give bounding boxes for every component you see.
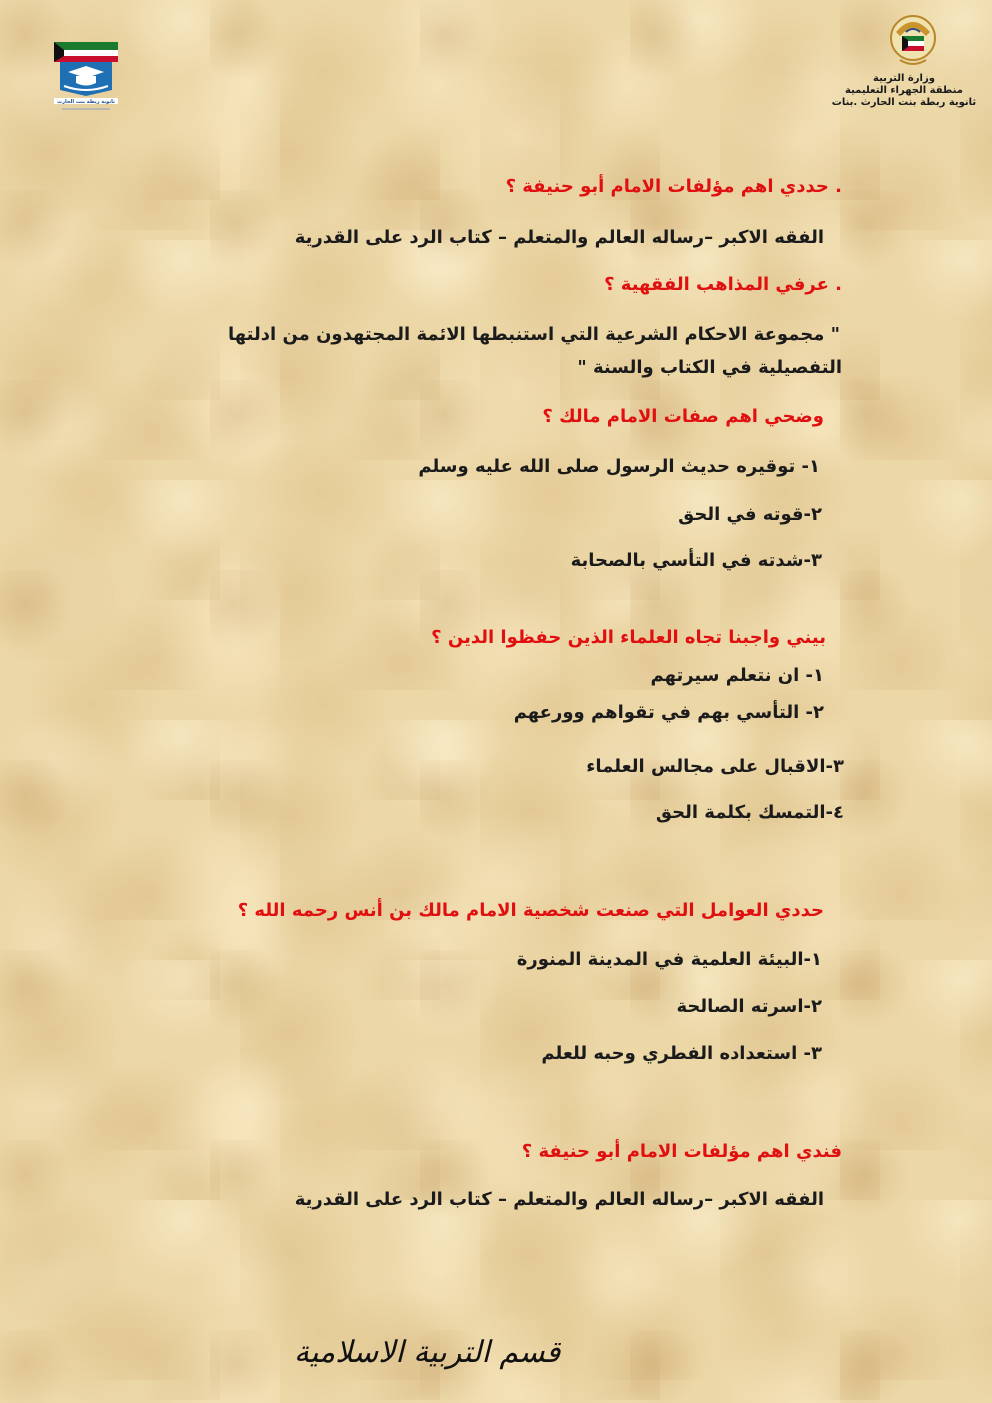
ministry-name: وزارة التربية — [873, 73, 935, 84]
answer-5-3: ٣- استعداده الفطري وحبه للعلم — [541, 1043, 822, 1064]
question-5: حددي العوامل التي صنعت شخصية الامام مالك بن أنس رحمه الله ؟ — [237, 900, 824, 921]
answer-2-2: التفصيلية في الكتاب والسنة " — [577, 357, 842, 378]
answer-4-1: ١- ان نتعلم سيرتهم — [650, 665, 824, 686]
school-name: ثانوية ربطة بنت الحارث .بنات — [831, 97, 977, 108]
answer-3-1: ١- توقيره حديث الرسول صلى الله عليه وسلم — [418, 456, 820, 477]
department-signature — [44, 1318, 561, 1380]
answer-5-2: ٢-اسرته الصالحة — [676, 996, 822, 1017]
answer-4-3: ٣-الاقبال على مجالس العلماء — [586, 756, 844, 777]
answer-4-2: ٢- التأسي بهم في تقواهم وورعهم — [513, 702, 824, 723]
question-6: فندي اهم مؤلفات الامام أبو حنيفة ؟ — [521, 1141, 842, 1162]
question-3: وضحي اهم صفات الامام مالك ؟ — [542, 406, 824, 427]
question-1: . حددي اهم مؤلفات الامام أبو حنيفة ؟ — [505, 176, 842, 197]
answer-5-1: ١-البيئة العلمية في المدينة المنورة — [516, 949, 822, 970]
answer-3-3: ٣-شدته في التأسي بالصحابة — [570, 550, 822, 571]
kuwait-emblem-icon — [886, 10, 940, 70]
ministry-header — [824, 73, 984, 109]
district-name: منطقة الجهراء التعليمية — [845, 85, 963, 96]
answer-4-4: ٤-التمسك بكلمة الحق — [655, 802, 844, 823]
answer-3-2: ٢-قوته في الحق — [678, 504, 822, 525]
question-4: بيني واجبنا تجاه العلماء الذين حفظوا الدين ؟ — [431, 627, 826, 648]
logo-caption: ثانوية ريطة بنت الحارث — [57, 99, 115, 105]
school-logo — [50, 36, 122, 116]
department-label: قسم التربية الاسلامية — [294, 1335, 561, 1370]
answer-1-1: الفقه الاكبر –رساله العالم والمتعلم – كتاب الرد على القدرية — [294, 227, 824, 248]
answer-6-1: الفقه الاكبر –رساله العالم والمتعلم – كتاب الرد على القدرية — [294, 1189, 824, 1210]
answer-2-1: " مجموعة الاحكام الشرعية التي استنبطها الائمة المجتهدون من ادلتها — [228, 324, 840, 345]
question-2: . عرفي المذاهب الفقهية ؟ — [604, 274, 842, 295]
